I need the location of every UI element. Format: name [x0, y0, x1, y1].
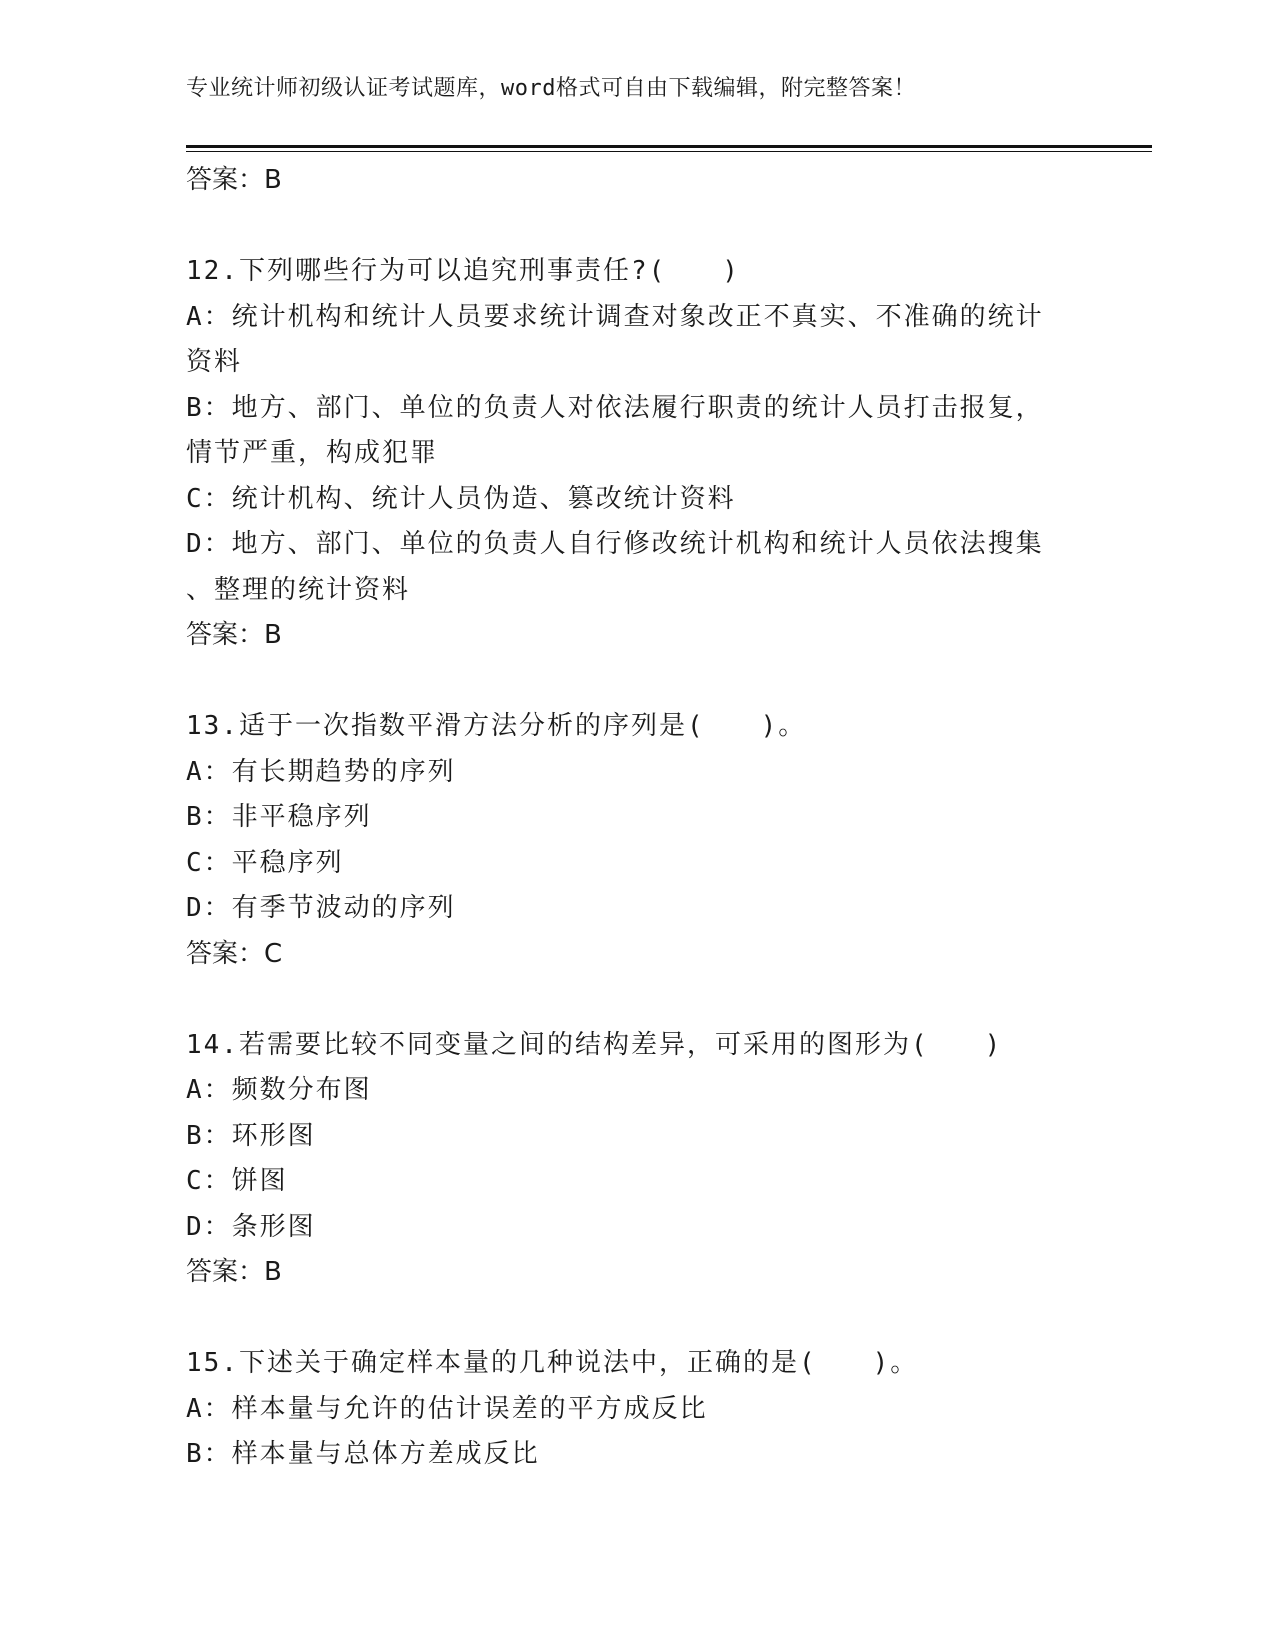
option-b: B：环形图: [186, 1120, 316, 1151]
option-a: A：有长期趋势的序列: [186, 756, 456, 787]
option-a-continued: 资料: [186, 347, 243, 377]
option-d: D：有季节波动的序列: [186, 893, 456, 923]
question-number: 12.: [186, 256, 239, 286]
previous-answer: 答案：B: [186, 165, 282, 195]
answer: 答案：B: [186, 1257, 282, 1287]
option-c: C：饼图: [186, 1166, 288, 1196]
option-d: D：条形图: [186, 1211, 316, 1242]
answer: 答案：C: [186, 938, 283, 969]
question-stem: [186, 249, 1152, 295]
question-text: 若需要比较不同变量之间的结构差异，可采用的图形为( ): [238, 1029, 1003, 1060]
question-stem: [186, 1341, 1152, 1387]
question-stem: [186, 704, 1152, 750]
question-stem: [186, 1023, 1152, 1069]
header-rule-thin: [186, 151, 1152, 152]
question-content: [186, 158, 1152, 1478]
option-b: B：非平稳序列: [186, 802, 372, 832]
question-text: 适于一次指数平滑方法分析的序列是( )。: [238, 711, 807, 741]
header-rule-thick: [186, 145, 1152, 148]
answer: 答案：B: [186, 620, 282, 650]
page-header: 专业统计师初级认证考试题库，word格式可自由下载编辑，附完整答案！: [186, 76, 916, 101]
question-14: [186, 1023, 1152, 1296]
question-number: 15.: [186, 1348, 239, 1378]
question-text: 下列哪些行为可以追究刑事责任?( ): [238, 256, 740, 286]
question-15: [186, 1341, 1152, 1478]
option-b: B：地方、部门、单位的负责人对依法履行职责的统计人员打击报复，: [186, 392, 1044, 423]
option-a: A：频数分布图: [186, 1075, 372, 1105]
option-d-continued: 、整理的统计资料: [186, 574, 411, 605]
option-a: A：统计机构和统计人员要求统计调查对象改正不真实、不准确的统计: [186, 301, 1044, 332]
option-c: C：平稳序列: [186, 847, 344, 878]
option-a: A：样本量与允许的估计误差的平方成反比: [186, 1393, 708, 1424]
question-number: 14.: [186, 1029, 239, 1060]
question-12: [186, 249, 1152, 659]
option-b: B：样本量与总体方差成反比: [186, 1439, 540, 1469]
option-b-continued: 情节严重，构成犯罪: [186, 438, 439, 468]
option-d: D：地方、部门、单位的负责人自行修改统计机构和统计人员依法搜集: [186, 529, 1044, 559]
question-text: 下述关于确定样本量的几种说法中，正确的是( )。: [238, 1348, 919, 1378]
question-number: 13.: [186, 711, 239, 741]
question-13: [186, 704, 1152, 977]
option-c: C：统计机构、统计人员伪造、篡改统计资料: [186, 483, 736, 514]
